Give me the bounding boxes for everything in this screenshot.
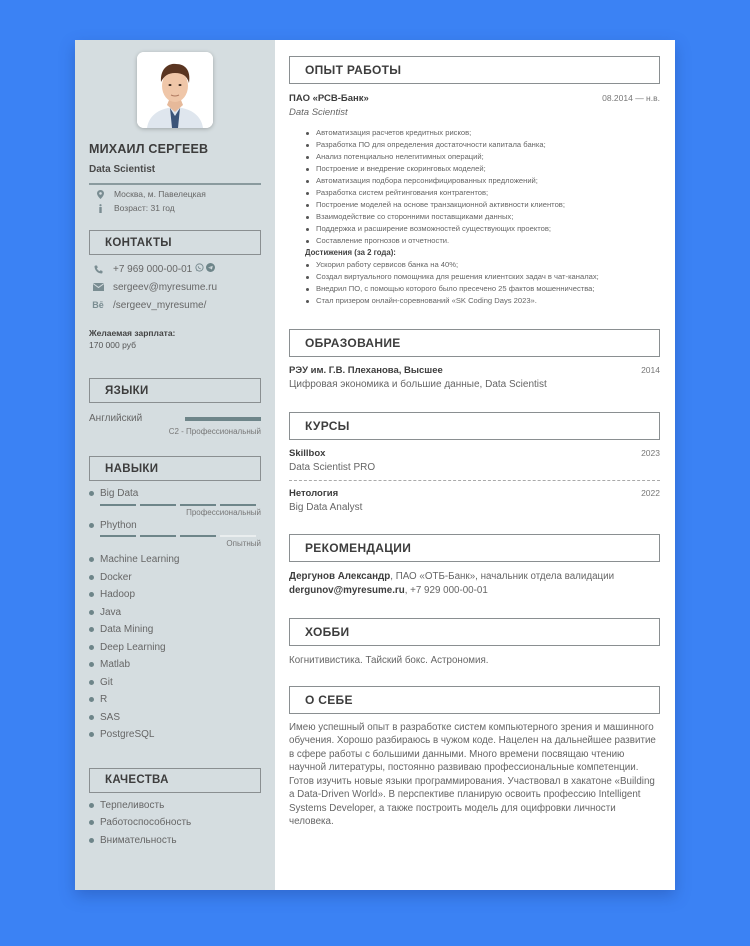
skill-name: Phython bbox=[100, 519, 137, 531]
skill-item bbox=[89, 639, 261, 657]
dashed-divider bbox=[289, 480, 660, 481]
salary-value: 170 000 руб bbox=[89, 340, 136, 350]
achievement-item: Стал призером онлайн-соревнований «SK Coding Days 2023». bbox=[306, 295, 660, 307]
recommendations-section bbox=[289, 534, 660, 597]
skill-name: PostgreSQL bbox=[100, 729, 155, 741]
achievement-item: Создал виртуального помощника для решения клиентских задач в чат-каналах; bbox=[306, 271, 660, 283]
skill-name: Hadoop bbox=[100, 589, 136, 601]
skills-heading: НАВЫКИ bbox=[89, 456, 261, 481]
contacts-heading: КОНТАКТЫ bbox=[89, 230, 261, 255]
language-name: Английский bbox=[89, 413, 143, 424]
messenger-icons bbox=[195, 263, 215, 275]
bullet-dot bbox=[89, 680, 94, 685]
education-section bbox=[289, 329, 660, 390]
portrait-image bbox=[137, 52, 213, 128]
profile-photo bbox=[137, 52, 213, 128]
quality-item bbox=[89, 797, 261, 815]
hobbies-text: Когнитивистика. Тайский бокс. Астрономия. bbox=[289, 655, 489, 666]
about-text: Имею успешный опыт в разработке систем компьютерного зрения и машинного обучения. Хорошо разбираюсь в чужом коде. Нацелен на дальнейшее развитие в сфере работы с большими данными. Много времени посвящаю чтению научной литературы, постоянно развиваю профессиональные компетенции. Готов изучить новые языки программирования. Участвовал в хакатоне «Building a Data-Driven World». В перспективе планирую освоить профессию Intelligent Systems Developer, а также построить модель для оцифровки личности человека. bbox=[289, 721, 656, 827]
resume-page bbox=[75, 40, 675, 890]
course-provider: Нетология bbox=[289, 488, 339, 499]
skill-item bbox=[89, 604, 261, 622]
bullet-dot bbox=[89, 610, 94, 615]
location-pin-icon bbox=[93, 190, 107, 199]
bullet-dot bbox=[89, 715, 94, 720]
employment-dates: 08.2014 — н.в. bbox=[602, 93, 660, 103]
location-row bbox=[89, 189, 261, 199]
skill-name: R bbox=[100, 694, 108, 706]
skill-item bbox=[89, 709, 261, 727]
skill-item bbox=[89, 621, 261, 639]
duties-list bbox=[306, 127, 660, 247]
duty-item: Взаимодействие со сторонними поставщиками данных; bbox=[306, 211, 660, 223]
bullet-dot bbox=[89, 662, 94, 667]
whatsapp-icon[interactable] bbox=[195, 263, 204, 275]
recommendation-text bbox=[289, 570, 660, 597]
skill-level-bars bbox=[100, 504, 261, 506]
position-title: Data Scientist bbox=[289, 107, 348, 118]
skill-name: Machine Learning bbox=[100, 554, 180, 566]
quality-name: Работоспособность bbox=[100, 817, 192, 829]
sidebar bbox=[75, 40, 275, 890]
phone-text[interactable]: +7 969 000-00-01 bbox=[113, 263, 193, 275]
contacts-list bbox=[89, 260, 261, 314]
skills-list bbox=[89, 485, 261, 744]
skill-name: Data Mining bbox=[100, 624, 154, 636]
achievement-item: Внедрил ПО, с помощью которого было пресечено 25 фактов мошенничества; bbox=[306, 283, 660, 295]
skill-item bbox=[89, 726, 261, 744]
achievement-item: Ускорил работу сервисов банка на 40%; bbox=[306, 259, 660, 271]
salary-label: Желаемая зарплата: bbox=[89, 328, 176, 338]
experience-section bbox=[289, 56, 660, 307]
skill-item bbox=[89, 656, 261, 674]
course-item bbox=[289, 488, 660, 513]
recommender-details: , ПАО «ОТБ-Банк», начальник отдела валидации bbox=[390, 571, 615, 582]
email-text[interactable]: sergeev@myresume.ru bbox=[113, 281, 218, 293]
duty-item: Анализ потенциально нелегитимных операций; bbox=[306, 151, 660, 163]
recommender-email[interactable]: dergunov@myresume.ru bbox=[289, 584, 405, 596]
skill-name: Deep Learning bbox=[100, 641, 166, 653]
skill-name: Java bbox=[100, 606, 122, 618]
age-text: Возраст: 31 год bbox=[114, 203, 175, 213]
bullet-dot bbox=[89, 491, 94, 496]
email-icon bbox=[91, 283, 105, 291]
recommender-name: Дергунов Александр bbox=[289, 571, 391, 582]
course-item bbox=[289, 448, 660, 473]
skill-level: Опытный bbox=[226, 539, 261, 548]
skill-item-rated bbox=[89, 517, 261, 549]
course-year: 2022 bbox=[641, 488, 660, 498]
language-item bbox=[89, 413, 261, 436]
duty-item: Построение и внедрение скоринговых моделей; bbox=[306, 163, 660, 175]
duty-item: Составление прогнозов и отчетности. bbox=[306, 235, 660, 247]
language-level-bar bbox=[185, 417, 261, 421]
course-provider: Skillbox bbox=[289, 448, 326, 459]
skill-item-rated bbox=[89, 485, 261, 517]
institution-name: РЭУ им. Г.В. Плеханова, Высшее bbox=[289, 365, 443, 376]
bullet-dot bbox=[89, 523, 94, 528]
achievements-list bbox=[306, 259, 660, 307]
qualities-list bbox=[89, 797, 261, 850]
achievements-title: Достижения (за 2 года): bbox=[305, 248, 396, 257]
skill-level: Профессиональный bbox=[186, 507, 261, 517]
quality-item bbox=[89, 814, 261, 832]
info-icon bbox=[93, 204, 107, 213]
telegram-icon[interactable] bbox=[206, 263, 215, 275]
candidate-name: МИХАИЛ СЕРГЕЕВ bbox=[89, 142, 209, 156]
main-content bbox=[275, 40, 675, 890]
bullet-dot bbox=[89, 575, 94, 580]
recommender-phone: , +7 929 000-00-01 bbox=[404, 584, 488, 596]
behance-icon: Bē bbox=[92, 300, 104, 310]
duty-item: Автоматизация расчетов кредитных рисков; bbox=[306, 127, 660, 139]
location-text: Москва, м. Павелецкая bbox=[114, 189, 206, 199]
skill-name: Matlab bbox=[100, 659, 131, 671]
quality-name: Внимательность bbox=[100, 834, 177, 846]
phone-row[interactable] bbox=[89, 260, 261, 278]
bullet-dot bbox=[89, 697, 94, 702]
duty-item: Автоматизация подбора персонифицированных предложений; bbox=[306, 175, 660, 187]
bullet-dot bbox=[89, 645, 94, 650]
about-heading: О СЕБЕ bbox=[289, 686, 660, 714]
hobbies-heading: ХОББИ bbox=[289, 618, 660, 646]
company-name: ПАО «РСВ-Банк» bbox=[289, 93, 369, 104]
graduation-year: 2014 bbox=[641, 365, 660, 375]
courses-heading: КУРСЫ bbox=[289, 412, 660, 440]
courses-section bbox=[289, 412, 660, 513]
email-row[interactable] bbox=[89, 278, 261, 296]
bullet-dot bbox=[89, 803, 94, 808]
bullet-dot bbox=[89, 627, 94, 632]
skill-item bbox=[89, 586, 261, 604]
experience-heading: ОПЫТ РАБОТЫ bbox=[289, 56, 660, 84]
course-title: Big Data Analyst bbox=[289, 502, 363, 513]
bullet-dot bbox=[89, 838, 94, 843]
skill-item bbox=[89, 691, 261, 709]
duty-item: Поддержка и расширение возможностей существующих проектов; bbox=[306, 223, 660, 235]
bullet-dot bbox=[89, 820, 94, 825]
duty-item: Построение моделей на основе транзакционной активности клиентов; bbox=[306, 199, 660, 211]
education-heading: ОБРАЗОВАНИЕ bbox=[289, 329, 660, 357]
quality-item bbox=[89, 832, 261, 850]
course-year: 2023 bbox=[641, 448, 660, 458]
divider bbox=[89, 183, 261, 185]
hobbies-section bbox=[289, 618, 660, 668]
age-row bbox=[89, 203, 261, 213]
languages-heading: ЯЗЫКИ bbox=[89, 378, 261, 403]
bullet-dot bbox=[89, 557, 94, 562]
skill-item bbox=[89, 674, 261, 692]
bullet-dot bbox=[89, 592, 94, 597]
about-section bbox=[289, 686, 660, 829]
program-name: Цифровая экономика и большие данные, Data Scientist bbox=[289, 379, 547, 390]
skill-name: SAS bbox=[100, 711, 121, 723]
bullet-dot bbox=[89, 732, 94, 737]
behance-row[interactable] bbox=[89, 296, 261, 314]
behance-text[interactable]: /sergeev_myresume/ bbox=[113, 299, 207, 311]
language-level: C2 - Профессиональный bbox=[168, 427, 261, 436]
recommendations-heading: РЕКОМЕНДАЦИИ bbox=[289, 534, 660, 562]
quality-name: Терпеливость bbox=[100, 799, 165, 811]
candidate-role: Data Scientist bbox=[89, 164, 156, 175]
duty-item: Разработка ПО для определения достаточности капитала банка; bbox=[306, 139, 660, 151]
phone-icon bbox=[91, 265, 105, 274]
skill-name: Git bbox=[100, 676, 113, 688]
duty-item: Разработка систем рейтингования контрагентов; bbox=[306, 187, 660, 199]
skill-item bbox=[89, 551, 261, 569]
qualities-heading: КАЧЕСТВА bbox=[89, 768, 261, 793]
skill-name: Docker bbox=[100, 571, 132, 583]
skill-name: Big Data bbox=[100, 488, 139, 500]
course-title: Data Scientist PRO bbox=[289, 462, 376, 473]
skill-item bbox=[89, 569, 261, 587]
skill-level-bars bbox=[100, 535, 261, 537]
